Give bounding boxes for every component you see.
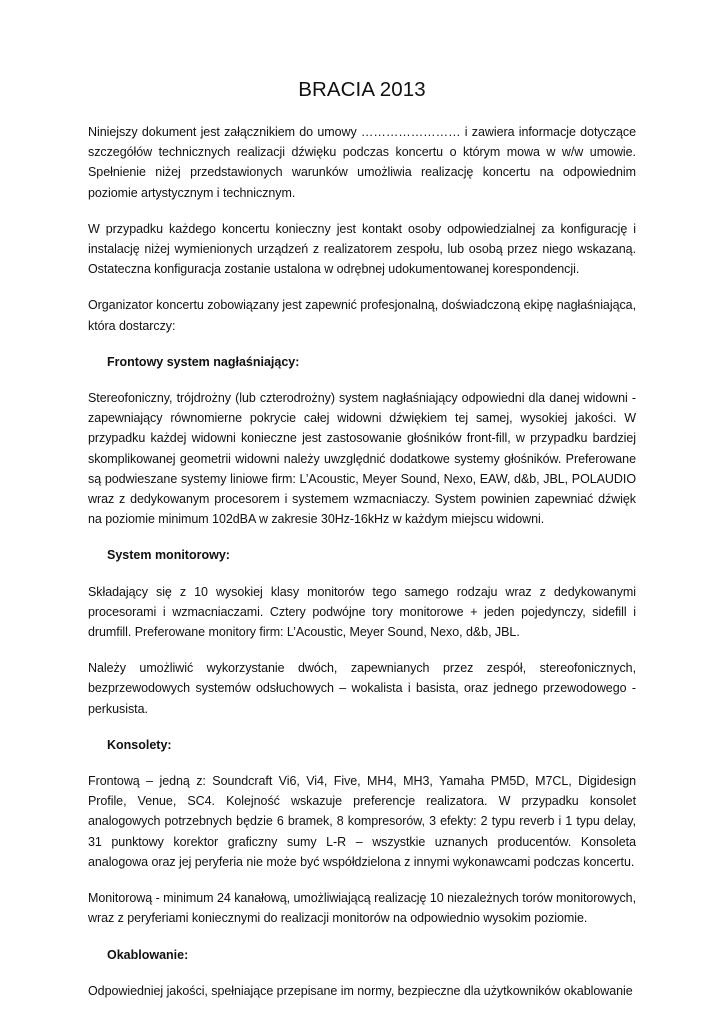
section-heading-cabling: Okablowanie: [107,947,189,962]
document-title: BRACIA 2013 [298,78,426,101]
consoles-paragraph-2: Monitorową - minimum 24 kanałową, umożliwiającą realizację 10 niezależnych torów monitorowych, wraz z peryferiami koniecznymi do realizacji monitorów na odpowiednio wysokim poziomie. [88,891,636,926]
intro-paragraph-3: Organizator koncertu zobowiązany jest zapewnić profesjonalną, doświadczoną ekipę nagłaśniająca, która dostarczy: [88,298,636,333]
monitor-system-paragraph-2: Należy umożliwić wykorzystanie dwóch, zapewnianych przez zespół, stereofonicznych, bezprzewodowych systemów odsłuchowych – wokalista i basista, oraz jednego przewodowego - perkusista. [88,661,636,716]
consoles-paragraph-1: Frontową – jedną z: Soundcraft Vi6, Vi4, Five, MH4, MH3, Yamaha PM5D, M7CL, Digidesign Profile, Venue, SC4. Kolejność wskazuje preferencje realizatora. W przypadku konsolet analogowych potrzebnych będzie 6 bramek, 8 kompresorów, 3 efekty: 2 typu reverb i 1 typu delay, 31 punktowy korektor graficzny sumy L-R – wszystkie uznanych producentów. Konsoleta analogowa oraz jej peryferia nie może być współdzielona z innymi wykonawcami podczas koncertu. [88,774,636,869]
intro-paragraph-1: Niniejszy dokument jest załącznikiem do umowy …………………… i zawiera informacje dotyczące szczegółów technicznych realizacji dźwięku podczas koncertu o którym mowa w w/w umowie. Spełnienie niżej przedstawionych warunków umożliwia realizację koncertu na odpowiednim poziomie artystycznym i technicznym. [88,125,636,200]
section-heading-monitor-system: System monitorowy: [107,548,230,563]
monitor-system-paragraph-1: Składający się z 10 wysokiej klasy monitorów tego samego rodzaju wraz z dedykowanymi procesorami i wzmacniaczami. Cztery podwójne tory monitorowe + jeden pojedynczy, sidefill i drumfill. Preferowane monitory firm: L’Acoustic, Meyer Sound, Nexo, d&b, JBL. [88,584,636,640]
cabling-paragraph: Odpowiedniej jakości, spełniające przepisane im normy, bezpieczne dla użytkowników okablowanie [88,983,633,998]
front-system-paragraph: Stereofoniczny, trójdrożny (lub czterodrożny) system nagłaśniający odpowiedni dla danej widowni - zapewniający równomierne pokrycie całej widowni dźwiękiem tej samej, wysokiej jakości. W przypadku każdej widowni konieczne jest zastosowanie głośników front-fill, w przypadku bardziej skomplikowanej geometrii widowni należy uwzględnić dodatkowe systemy głośników. Preferowane są podwieszane systemy liniowe firm: L’Acoustic, Meyer Sound, Nexo, EAW, d&b, JBL, POLAUDIO wraz z dedykowanym procesorem i systemem wzmacniaczy. System powinien zapewniać dźwięk na poziomie minimum 102dBA w zakresie 30Hz-16kHz w każdym miejscu widowni. [88,391,636,527]
section-heading-front-system: Frontowy system nagłaśniający: [107,354,300,369]
intro-paragraph-2: W przypadku każdego koncertu konieczny jest kontakt osoby odpowiedzialnej za konfigurację i instalację niżej wymienionych urządzeń z realizatorem zespołu, lub osobą przez niego wskazaną. Ostateczna konfiguracja zostanie ustalona w odrębnej udokumentowanej korespondencji. [88,221,636,277]
section-heading-consoles: Konsolety: [107,737,172,752]
